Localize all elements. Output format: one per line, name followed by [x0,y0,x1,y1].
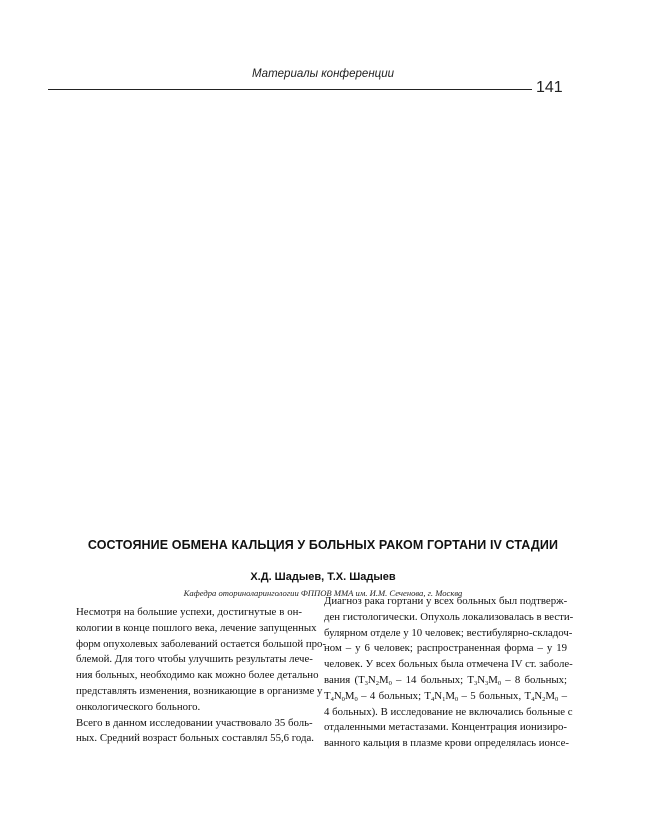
text-line: онкологического больного. [76,700,201,713]
subscript: 0 [341,695,345,703]
text-run: – 8 больных; [501,673,567,686]
text-run: N [477,673,485,686]
subscript: 1 [442,695,446,703]
text-line: блемой. Для того чтобы улучшить результаты лече- [76,653,313,666]
subscript: 3 [364,679,368,687]
left-column [58,605,326,747]
text-line: Диагноз рака гортани у всех больных был подтверж- [324,595,568,607]
subscript: 0 [454,695,459,703]
text-line: Всего в данном исследовании участвовало 35 боль- [76,716,313,729]
article-title: СОСТОЯНИЕ ОБМЕНА КАЛЬЦИЯ У БОЛЬНЫХ РАКОМ ГОРТАНИ IV СТАДИИ [87,538,559,552]
text-run: – 4 больных; T [357,689,431,702]
text-line: человек. У всех больных была отмечена IV ст. заболе- [324,658,573,671]
right-column [324,594,574,752]
text-line: ных. Средний возраст больных составлял 55,6 года. [76,732,315,745]
article-authors: Х.Д. Шадыев, Т.Х. Шадыев [250,571,396,583]
text-run: вания (T [324,673,365,686]
page-number: 141 [536,79,563,96]
tnm-line-2 [324,689,567,705]
text-line: кологии в конце пошлого века, лечение запущенных [76,621,317,634]
subscript: 4 [431,695,435,703]
text-line: представлять изменения, возникающие в организме у [76,684,323,697]
subscript: 0 [555,695,559,703]
subscript: 3 [473,679,478,687]
text-run: – 5 больных, T [458,689,532,702]
text-run: M [378,673,389,686]
text-run: M [445,689,455,702]
text-run: T [324,689,331,702]
text-run: – [558,689,567,702]
text-run: N [333,689,342,702]
text-line: ванного кальция в плазме крови определялась ионсе- [324,737,569,750]
text-line: отдаленными метастазами. Концентрация ионизиро- [324,721,567,734]
tnm-line-1 [324,673,567,689]
text-line: ном – у 6 человек; распространенная форма – у 19 [324,642,567,655]
subscript: 2 [375,679,379,687]
text-line: форм опухолевых заболеваний остается большой про- [76,637,326,650]
text-run: M [344,689,355,702]
header-rule [48,89,532,90]
text-run: N [534,689,543,702]
text-line: булярном отделе у 10 человек; вестибулярно-складоч- [324,626,573,639]
text-line: Несмотря на большие успехи, достигнутые в он- [76,606,302,618]
subscript: 4 [330,695,334,703]
text-line: 4 больных). В исследование не включались больные с [324,705,573,718]
text-run: N [367,673,376,686]
text-run: – 14 больных; T [391,673,474,686]
subscript: 2 [542,695,546,703]
subscript: 0 [497,679,502,687]
subscript: 3 [485,679,489,687]
text-run: M [488,673,498,686]
subscript: 4 [531,695,535,703]
paragraph-intro [58,605,326,716]
text-run: N [434,689,443,702]
paragraph-diagnosis [324,594,574,752]
text-run: M [545,689,556,702]
text-line: ния больных, необходимо как можно более детально [76,669,319,682]
text-line: ден гистологически. Опухоль локализовалась в вести- [324,610,574,623]
running-title: Материалы конференции [251,68,395,80]
paragraph-patients [58,716,315,748]
subscript: 0 [354,695,358,703]
article-affiliation: Кафедра оториноларингологии ФППОВ ММА им. И.М. Сеченова, г. Москва [183,588,463,598]
subscript: 0 [388,679,392,687]
